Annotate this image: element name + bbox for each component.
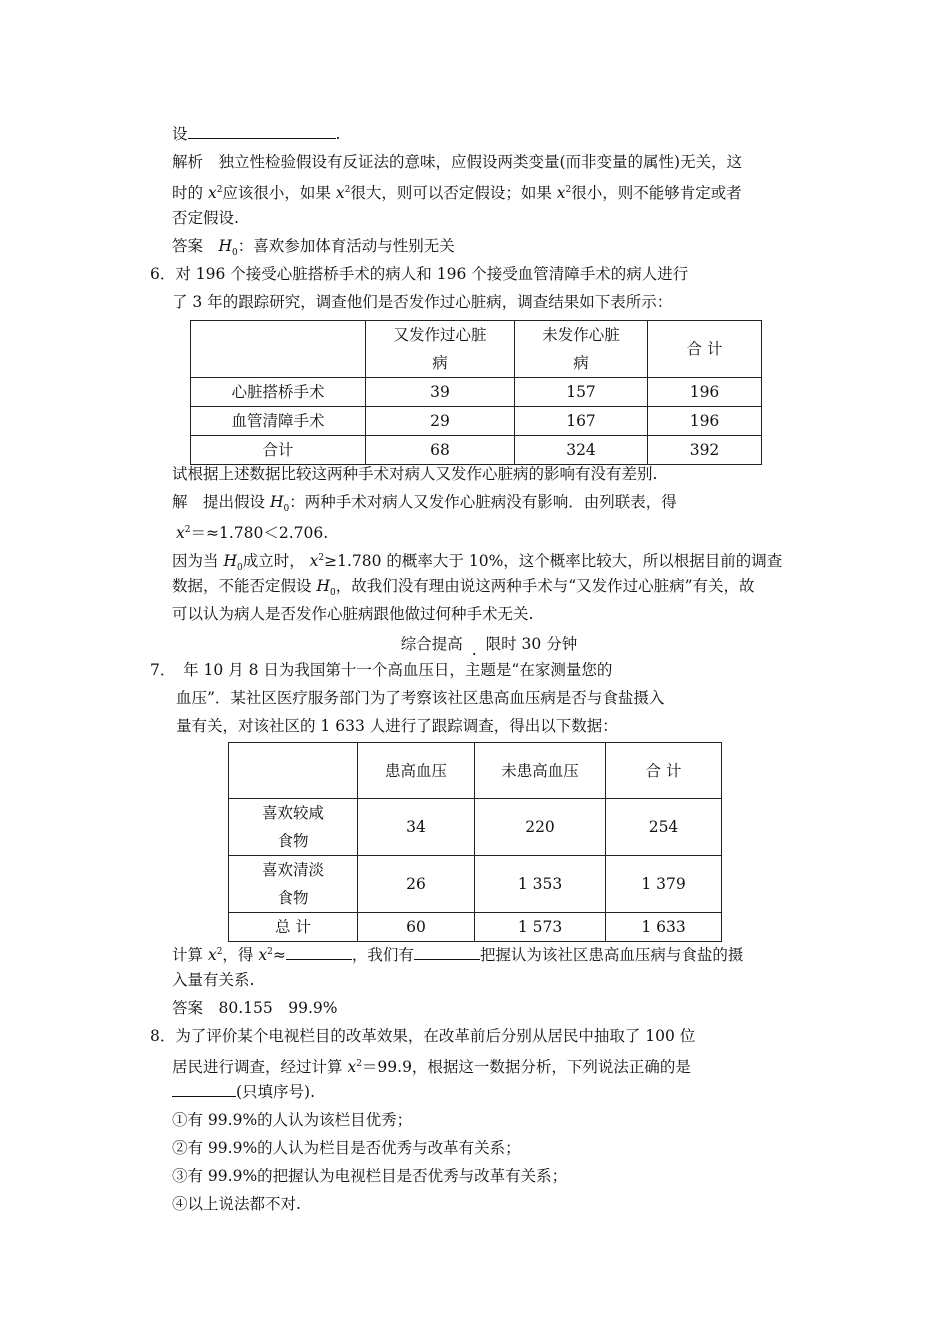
q6-chi-square-calc: $x^2=\approx 1.780<2.706$. bbox=[176, 524, 329, 542]
answer-blank bbox=[172, 1082, 236, 1097]
q5-blank-line: 设 . bbox=[172, 125, 341, 143]
table-cell: 1 573 bbox=[475, 913, 606, 942]
table-cell: 392 bbox=[648, 436, 762, 465]
q7-header-hypertension: 患高血压 bbox=[358, 743, 475, 799]
table-cell: 60 bbox=[358, 913, 475, 942]
answer-blank bbox=[188, 124, 336, 139]
q6-stem-line2: 了 3 年的跟踪研究，调查他们是否发作过心脏病，调查结果如下表所示： bbox=[172, 293, 673, 311]
table-cell: 34 bbox=[358, 799, 475, 856]
q6-solution-line5: 可以认为病人是否发作心脏病跟他做过何种手术无关. bbox=[172, 605, 534, 623]
answer-blank bbox=[286, 945, 352, 960]
q8-stem-line2: 居民进行调查，经过计算 $x^2=99.9$，根据这一数据分析，下列说法正确的是 bbox=[172, 1058, 691, 1076]
q5-prefix: 设 bbox=[172, 125, 188, 143]
table-row-label: 心脏搭桥手术 bbox=[191, 378, 366, 407]
q6-solution-line4: 数据，不能否定假设 $H_0$，故我们没有理由说这两种手术与“又发作过心脏病”有关，故 bbox=[172, 577, 755, 599]
answer-blank bbox=[414, 945, 480, 960]
table-row-label: 血管清障手术 bbox=[191, 407, 366, 436]
table-cell: 1 379 bbox=[606, 856, 722, 913]
table-row-label: 喜欢清淡食物 bbox=[229, 856, 358, 913]
q8-stem-line1: 8．为了评价某个电视栏目的改革效果，在改革前后分别从居民中抽取了 100 位 bbox=[150, 1027, 696, 1045]
table-cell: 29 bbox=[366, 407, 515, 436]
q7-stem-line2: 血压”．某社区医疗服务部门为了考察该社区患高血压病是否与食盐摄入 bbox=[176, 689, 665, 707]
table-cell: 26 bbox=[358, 856, 475, 913]
q7-header-total: 合 计 bbox=[606, 743, 722, 799]
q6-header-total: 合 计 bbox=[648, 321, 762, 378]
table-cell: 68 bbox=[366, 436, 515, 465]
table-row-label: 合计 bbox=[191, 436, 366, 465]
q7-answer: 答案 80.155 99.9% bbox=[172, 999, 338, 1017]
table-cell: 157 bbox=[515, 378, 648, 407]
table-row-label: 喜欢较咸食物 bbox=[229, 799, 358, 856]
q6-solution-line1: 解 提出假设 $H_0$：两种手术对病人又发作心脏病没有影响．由列联表，得 bbox=[172, 493, 677, 515]
q8-option-4: ④以上说法都不对. bbox=[172, 1195, 301, 1213]
table-cell: 254 bbox=[606, 799, 722, 856]
q6-header-empty bbox=[191, 321, 366, 378]
q7-stem-line1: 7． 年 10 月 8 日为我国第十一个高血压日，主题是“在家测量您的 bbox=[150, 661, 613, 679]
table-cell: 1 633 bbox=[606, 913, 722, 942]
table-cell: 196 bbox=[648, 407, 762, 436]
table-cell: 220 bbox=[475, 799, 606, 856]
q5-analysis-line3: 否定假设. bbox=[172, 209, 239, 227]
q6-contingency-table bbox=[190, 320, 762, 465]
q8-stem-line3: (只填序号). bbox=[172, 1082, 315, 1102]
q6-stem-line1: 6．对 196 个接受心脏搭桥手术的病人和 196 个接受血管清障手术的病人进行 bbox=[150, 265, 689, 283]
q8-option-2: ②有 99.9%的人认为栏目是否优秀与改革有关系； bbox=[172, 1139, 521, 1157]
q6-question: 试根据上述数据比较这两种手术对病人又发作心脏病的影响有没有差别. bbox=[172, 465, 658, 483]
q5-analysis-line1: 解析 独立性检验假设有反证法的意味，应假设两类变量(而非变量的属性)无关，这 bbox=[172, 153, 743, 171]
table-cell: 324 bbox=[515, 436, 648, 465]
q6-header-not-recurred: 未发作心脏病 bbox=[515, 321, 648, 378]
q6-solution-line3: 因为当 $H_0$成立时， $x^2\ge 1.780$ 的概率大于 10%，这个概率比较大，所以根据目前的调查 bbox=[172, 552, 783, 574]
q8-option-1: ①有 99.9%的人认为该栏目优秀； bbox=[172, 1111, 413, 1129]
section-heading: 综合提高 . 限时 30 分钟 bbox=[400, 635, 578, 659]
q6-header-recurred: 又发作过心脏病 bbox=[366, 321, 515, 378]
q7-question-line2: 入量有关系. bbox=[172, 971, 255, 989]
q7-header-no-hypertension: 未患高血压 bbox=[475, 743, 606, 799]
q7-contingency-table bbox=[228, 742, 722, 942]
table-cell: 39 bbox=[366, 378, 515, 407]
q7-header-empty bbox=[229, 743, 358, 799]
q5-analysis-line2: 时的 $x^2$应该很小，如果 $x^2$很大，则可以否定假设；如果 $x^2$很小，则不能够肯定或者 bbox=[172, 184, 742, 202]
table-cell: 167 bbox=[515, 407, 648, 436]
table-cell: 196 bbox=[648, 378, 762, 407]
table-cell: 1 353 bbox=[475, 856, 606, 913]
table-row-label: 总 计 bbox=[229, 913, 358, 942]
q8-option-3: ③有 99.9%的把握认为电视栏目是否优秀与改革有关系； bbox=[172, 1167, 568, 1185]
q5-answer: 答案 $H_0$：喜欢参加体育活动与性别无关 bbox=[172, 237, 455, 259]
q7-stem-line3: 量有关，对该社区的 1 633 人进行了跟踪调查，得出以下数据： bbox=[176, 717, 618, 735]
q7-question-line1: 计算 $x^2$，得 $x^2\approx$ ，我们有 把握认为该社区患高血压病与食盐的摄 bbox=[172, 946, 744, 964]
